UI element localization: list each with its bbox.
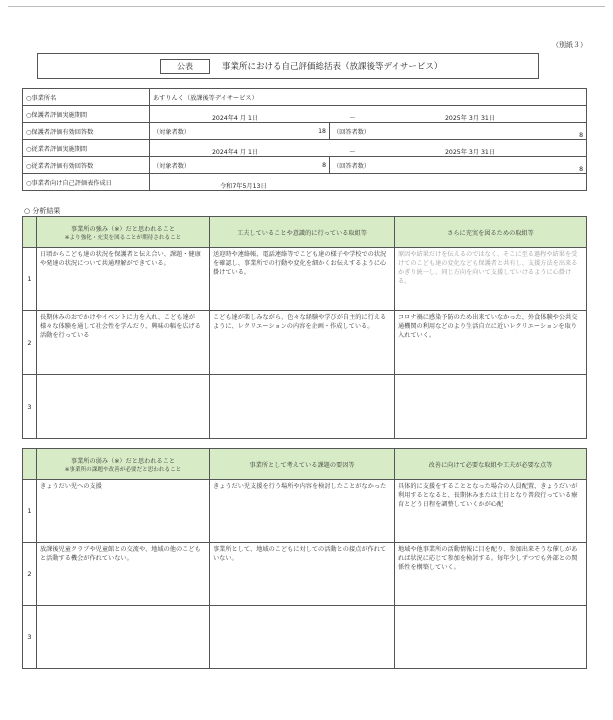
analysis-section-label: ○ 分析結果 [24, 207, 61, 215]
guardian-period-end: 2025年 3月 31日 [445, 115, 496, 122]
guardian-count-label: ○保護者評価有効回答数 [23, 123, 150, 140]
strengths-header-row [23, 217, 587, 248]
weaknesses-header-row [23, 449, 587, 480]
strength-improvement-text [395, 375, 587, 439]
weakness-cause-text [210, 606, 395, 669]
staff-target-label: （対象者数） [153, 162, 191, 170]
guardian-target-label: （対象者数） [153, 128, 191, 136]
strength-text [37, 375, 210, 439]
report-date: 令和7年5月13日 [150, 174, 587, 191]
table-row [23, 480, 587, 543]
guardian-answer-label: （回答者数） [333, 128, 371, 136]
table-row [23, 543, 587, 606]
info-row-staff-period [23, 140, 587, 157]
staff-answer-label: （回答者数） [333, 162, 371, 170]
staff-count-label: ○従業者評価有効回答数 [23, 157, 150, 174]
row-number: 2 [23, 311, 37, 375]
sheet-number: （別紙３） [552, 41, 587, 49]
row-number: 1 [23, 248, 37, 311]
weaknesses-col2-header: 事業所として考えている課題の要因等 [210, 449, 395, 480]
staff-period-end: 2025年 3月 31日 [445, 149, 496, 156]
guardian-period-tilde: ～ [349, 115, 356, 122]
weakness-cause-text: きょうだい児支援を行う場所や内容を検討したことがなかった [210, 480, 395, 543]
facility-name: あすりんく（放課後等デイサービス） [150, 89, 587, 106]
info-row-report-date [23, 174, 587, 191]
weakness-improvement-text: 具体的に支援をすることとなった場合の人員配置、きょうだいが利用するとなると、長期休みまたは土日となり普段行っている療育とどう日程を調整していくかが心配 [395, 480, 587, 543]
weakness-text [37, 606, 210, 669]
guardian-period-label: ○保護者評価実施期間 [23, 106, 150, 123]
strength-improvement-text: 原因や結果だけを伝えるのではなく、そこに至る過程や結果を受けてのこども達の変化なども保護者と共有し、支援方法を出来るかぎり統一し、同じ方向を向いて支援していけるように心掛ける。 [395, 248, 587, 311]
strengths-col1-header: 事業所の強み（※）だと思われること ※より強化・充実を図ることが期待されること [37, 217, 210, 248]
report-date-label: ○事業者向け自己評価表作成日 [23, 174, 150, 191]
strengths-col2-header: 工夫していることや意識的に行っている取組等 [210, 217, 395, 248]
info-row-guardian-count [23, 123, 587, 140]
weaknesses-col1-subheader: ※事業所の課題や改善が必要だと思われること [64, 466, 182, 473]
row-number: 3 [23, 606, 37, 669]
row-number: 1 [23, 480, 37, 543]
strength-effort-text [210, 375, 395, 439]
guardian-answer-value: 8 [579, 132, 583, 139]
weaknesses-col1-header: 事業所の弱み（※）だと思われること ※事業所の課題や改善が必要だと思われること [37, 449, 210, 480]
weakness-improvement-text: 地域や他事業所の活動情報に目を配り、参加出来そうな催しがあれば状況に応じて参加を検討する。毎年少しずつでも外部との関係性を構築していく。 [395, 543, 587, 606]
facility-name-label: ○事業所名 [23, 89, 150, 106]
strengths-col1-subheader: ※より強化・充実を図ることが期待されること [64, 234, 182, 241]
strength-effort-text: こども達が楽しみながら、色々な経験や学びが自主的に行えるように、レクリエーションの内容を企画・作成している。 [210, 311, 395, 375]
strength-improvement-text: コロナ禍に感染予防のため出来ていなかった、外食体験や公共交通機関の利用などのより生活自立に近いレクリエーションを取り入れていく。 [395, 311, 587, 375]
info-row-guardian-period [23, 106, 587, 123]
weakness-cause-text: 事業所として、地域のこどもに対しての活動との接点が作れていない。 [210, 543, 395, 606]
row-number: 3 [23, 375, 37, 439]
strength-effort-text: 送迎時や連絡帳、電話連絡等でこども達の様子や学校での状況を確認し、事業所での行動や変化を細かくお伝えするように心掛けている。 [210, 248, 395, 311]
weakness-improvement-text [395, 606, 587, 669]
staff-period-start: 2024年4 月 1日 [212, 149, 259, 156]
public-tag: 公表 [160, 59, 210, 74]
staff-answer-value: 8 [579, 166, 583, 173]
facility-info-table [22, 88, 587, 191]
strength-text: 長期休みのおでかけやイベントに力を入れ、こども達が様々な体験を通して社会性を学んだり、興味の幅を広げる活動を行っている [37, 311, 210, 375]
table-row [23, 606, 587, 669]
strength-text: 日頃からこども達の状況を保護者と伝え合い、課題・健康や発達の状況について共通理解ができている。 [37, 248, 210, 311]
table-row [23, 311, 587, 375]
info-row-staff-count [23, 157, 587, 174]
table-row [23, 375, 587, 439]
staff-period-label: ○従業者評価実施期間 [23, 140, 150, 157]
strengths-col3-header: さらに充実を図るための取組等 [395, 217, 587, 248]
weakness-text: きょうだい児への支援 [37, 480, 210, 543]
info-row-facility [23, 89, 587, 106]
row-number: 2 [23, 543, 37, 606]
weaknesses-table [22, 448, 587, 669]
table-row [23, 248, 587, 311]
weakness-text: 放課後児童クラブや児童館との交流や、地域の他のこどもと活動する機会が作れていない。 [37, 543, 210, 606]
top-divider [8, 6, 605, 7]
strengths-table [22, 216, 587, 439]
document-title: 事業所における自己評価総括表（放課後等デイサービス） [222, 62, 443, 72]
weaknesses-col3-header: 改善に向けて必要な取組や工夫が必要な点等 [395, 449, 587, 480]
staff-period-tilde: ～ [349, 149, 356, 156]
guardian-target-value: 18 [318, 127, 326, 135]
staff-target-value: 8 [322, 161, 326, 169]
guardian-period-start: 2024年4 月 1日 [212, 115, 259, 122]
